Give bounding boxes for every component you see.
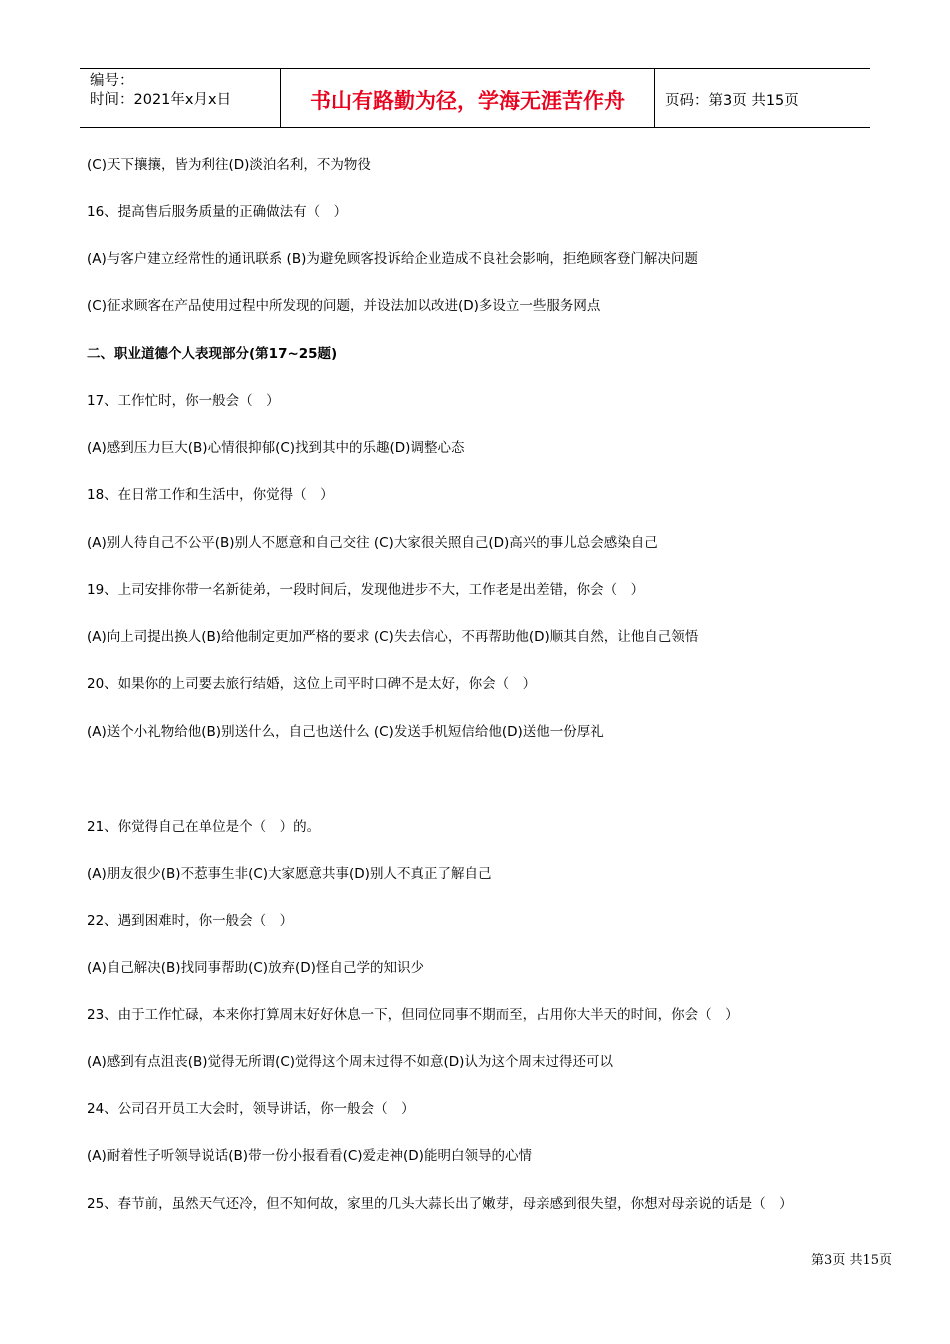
option-line-19: (A)向上司提出换人(B)给他制定更加严格的要求 (C)失去信心，不再帮助他(D)顺其自然，让他自己领悟 <box>87 629 699 645</box>
option-line-24: (A)耐着性子听领导说话(B)带一份小报看看(C)爱走神(D)能明白领导的心情 <box>87 1148 532 1164</box>
question-24: 24、公司召开员工大会时，领导讲话，你一般会（ ） <box>87 1101 415 1117</box>
question-16: 16、提高售后服务质量的正确做法有（ ） <box>87 204 348 220</box>
document-number-label: 编号： <box>90 73 134 89</box>
page-footer: 第3页 共15页 <box>811 1253 892 1268</box>
document-time-label: 时间：2021年x月x日 <box>90 92 232 108</box>
section-heading: 二、职业道德个人表现部分(第17~25题) <box>87 346 338 362</box>
question-19: 19、上司安排你带一名新徒弟，一段时间后，发现他进步不大，工作老是出差错，你会（ ） <box>87 582 645 598</box>
option-line-15-cd: (C)天下攘攘，皆为利往(D)淡泊名利，不为物役 <box>87 157 371 173</box>
question-21: 21、你觉得自己在单位是个（ ）的。 <box>87 819 321 835</box>
question-25: 25、春节前，虽然天气还冷，但不知何故，家里的几头大蒜长出了嫩芽，母亲感到很失望，你想对母亲说的话是（ ） <box>87 1196 793 1212</box>
header-motto: 书山有路勤为径，学海无涯苦作舟 <box>281 69 655 128</box>
option-line-17: (A)感到压力巨大(B)心情很抑郁(C)找到其中的乐趣(D)调整心态 <box>87 440 465 456</box>
option-line-23: (A)感到有点沮丧(B)觉得无所谓(C)觉得这个周末过得不如意(D)认为这个周末过得还可以 <box>87 1054 613 1070</box>
option-line-16-ab: (A)与客户建立经常性的通讯联系 (B)为避免顾客投诉给企业造成不良社会影响，拒绝顾客登门解决问题 <box>87 251 698 267</box>
option-line-18: (A)别人待自己不公平(B)别人不愿意和自己交往 (C)大家很关照自己(D)高兴的事儿总会感染自己 <box>87 535 658 551</box>
document-header <box>80 68 870 128</box>
question-18: 18、在日常工作和生活中，你觉得（ ） <box>87 487 334 503</box>
option-line-16-cd: (C)征求顾客在产品使用过程中所发现的问题，并设法加以改进(D)多设立一些服务网点 <box>87 298 601 314</box>
question-17: 17、工作忙时，你一般会（ ） <box>87 393 280 409</box>
header-page-number: 页码：第3页 共15页 <box>665 93 799 109</box>
question-22: 22、遇到困难时，你一般会（ ） <box>87 913 294 929</box>
option-line-22: (A)自己解决(B)找同事帮助(C)放弃(D)怪自己学的知识少 <box>87 960 424 976</box>
header-meta-cell <box>80 69 281 128</box>
question-23: 23、由于工作忙碌，本来你打算周末好好休息一下，但同位同事不期而至，占用你大半天的时间，你会（ ） <box>87 1007 739 1023</box>
question-20: 20、如果你的上司要去旅行结婚，这位上司平时口碑不是太好，你会（ ） <box>87 676 537 692</box>
option-line-20: (A)送个小礼物给他(B)别送什么，自己也送什么 (C)发送手机短信给他(D)送他一份厚礼 <box>87 724 604 740</box>
option-line-21: (A)朋友很少(B)不惹事生非(C)大家愿意共事(D)别人不真正了解自己 <box>87 866 492 882</box>
